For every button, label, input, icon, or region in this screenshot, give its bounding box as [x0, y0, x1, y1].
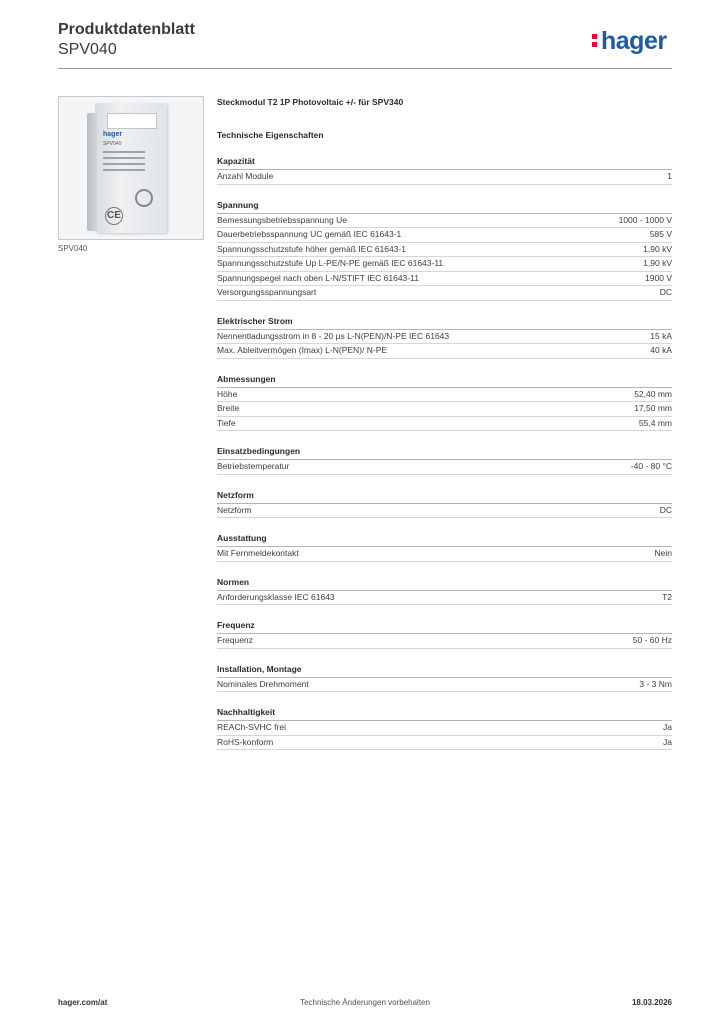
spec-section — [217, 315, 672, 359]
section-title: Ausstattung — [217, 532, 672, 547]
document-header — [58, 20, 195, 60]
spec-row — [217, 257, 672, 272]
footer-date: 18.03.2026 — [631, 998, 672, 1007]
spec-label: Dauerbetriebsspannung UC gemäß IEC 61643-1 — [217, 229, 402, 239]
image-caption: SPV040 — [58, 244, 88, 253]
spec-row — [217, 272, 672, 287]
header-divider — [58, 68, 672, 69]
spec-value: 1,90 kV — [643, 243, 672, 254]
spec-label: Frequenz — [217, 635, 253, 645]
module-ref: SPV040 — [103, 141, 122, 147]
footer-website: hager.com/at — [58, 998, 108, 1007]
spec-row — [217, 170, 672, 185]
spec-value: 1,90 kV — [643, 258, 672, 268]
section-title: Kapazität — [217, 155, 672, 170]
section-title: Spannung — [217, 199, 672, 214]
spec-value: DC — [659, 287, 672, 297]
section-title: Nachhaltigkeit — [217, 706, 672, 721]
logo-text: hager — [601, 27, 667, 55]
spec-label: Spannungspegel nach oben L-N/STIFT IEC 61643-11 — [217, 272, 419, 283]
spec-value: 585 V — [649, 229, 672, 239]
spec-value: -40 - 80 °C — [630, 461, 672, 471]
section-title: Abmessungen — [217, 373, 672, 388]
spec-value: 15 kA — [650, 330, 672, 341]
spec-value: 55,4 mm — [638, 417, 672, 428]
spec-label: Betriebstemperatur — [217, 461, 290, 471]
spec-row — [217, 736, 672, 751]
spec-section — [217, 155, 672, 185]
spec-label: Breite — [217, 403, 240, 413]
spec-row — [217, 721, 672, 736]
spec-value: 1900 V — [645, 272, 672, 283]
module-illustration — [95, 103, 167, 233]
spec-label: Nennentladungsstrom in 8 - 20 µs L-N(PEN)/N-PE IEC 61643 — [217, 330, 450, 341]
spec-row — [217, 634, 672, 649]
section-title: Installation, Montage — [217, 663, 672, 678]
spec-section — [217, 532, 672, 562]
spec-row — [217, 330, 672, 345]
spec-section — [217, 619, 672, 649]
spec-section — [217, 576, 672, 606]
spec-label: Max. Ableitvermögen (Imax) L-N(PEN)/ N-PE — [217, 345, 388, 355]
spec-value: Ja — [663, 736, 672, 747]
spec-value: 17,50 mm — [634, 403, 672, 413]
spec-value: 40 kA — [650, 345, 672, 355]
spec-section — [217, 445, 672, 475]
spec-section — [217, 373, 672, 432]
spec-row — [217, 504, 672, 519]
spec-label: Tiefe — [217, 417, 236, 428]
spec-label: Netzform — [217, 504, 252, 515]
document-title: Produktdatenblatt — [58, 21, 195, 38]
module-side — [87, 113, 97, 231]
spec-section — [217, 706, 672, 750]
spec-row — [217, 228, 672, 243]
spec-row — [217, 402, 672, 417]
spec-label: RoHS-konform — [217, 736, 274, 747]
spec-label: Höhe — [217, 388, 238, 399]
spec-value: DC — [659, 504, 672, 515]
spec-label: Mit Fernmeldekontakt — [217, 548, 299, 558]
spec-label: Anzahl Module — [217, 171, 274, 181]
spec-value: 1 — [667, 171, 672, 181]
spec-row — [217, 417, 672, 432]
section-title: Frequenz — [217, 619, 672, 634]
spec-label: Spannungsschutzstufe Up L-PE/N-PE gemäß IEC 61643-11 — [217, 258, 444, 268]
spec-value: T2 — [662, 591, 672, 602]
hager-logo — [592, 26, 667, 56]
spec-row — [217, 678, 672, 693]
spec-section — [217, 663, 672, 693]
spec-sections — [217, 155, 672, 750]
spec-row — [217, 243, 672, 258]
section-title: Einsatzbedingungen — [217, 445, 672, 460]
spec-label: Bemessungsbetriebsspannung Ue — [217, 214, 347, 225]
module-brand: hager — [103, 131, 123, 138]
spec-content — [217, 96, 672, 750]
section-title: Netzform — [217, 489, 672, 504]
spec-row — [217, 344, 672, 359]
spec-row — [217, 388, 672, 403]
product-description: Steckmodul T2 1P Photovoltaic +/- für SPV340 — [217, 97, 404, 107]
footer-disclaimer: Technische Änderungen vorbehalten — [300, 998, 430, 1007]
spec-row — [217, 591, 672, 606]
recycle-icon — [135, 189, 153, 207]
ce-mark-icon: CE — [105, 207, 123, 225]
spec-value: 3 - 3 Nm — [639, 678, 672, 689]
spec-value: 50 - 60 Hz — [632, 635, 672, 645]
spec-row — [217, 286, 672, 301]
module-label-lines — [103, 151, 145, 175]
spec-value: Ja — [663, 722, 672, 732]
spec-row — [217, 214, 672, 229]
section-title: Normen — [217, 576, 672, 591]
spec-value: 52,40 mm — [634, 388, 672, 399]
spec-section — [217, 199, 672, 301]
spec-value: 1000 - 1000 V — [618, 214, 672, 225]
spec-row — [217, 547, 672, 562]
spec-row — [217, 460, 672, 475]
spec-label: REACh-SVHC frei — [217, 722, 286, 732]
section-title: Elektrischer Strom — [217, 315, 672, 330]
spec-label: Versorgungsspannungsart — [217, 287, 317, 297]
logo-dots-icon — [592, 32, 598, 48]
spec-label: Anforderungsklasse IEC 61643 — [217, 591, 335, 602]
spec-label: Spannungsschutzstufe höher gemäß IEC 61643-1 — [217, 243, 407, 254]
technical-properties-title: Technische Eigenschaften — [217, 130, 324, 140]
spec-label: Nominales Drehmoment — [217, 678, 309, 689]
status-window — [107, 113, 157, 129]
spec-section — [217, 489, 672, 519]
product-image — [58, 96, 204, 240]
spec-value: Nein — [654, 548, 672, 558]
product-number: SPV040 — [58, 41, 117, 58]
